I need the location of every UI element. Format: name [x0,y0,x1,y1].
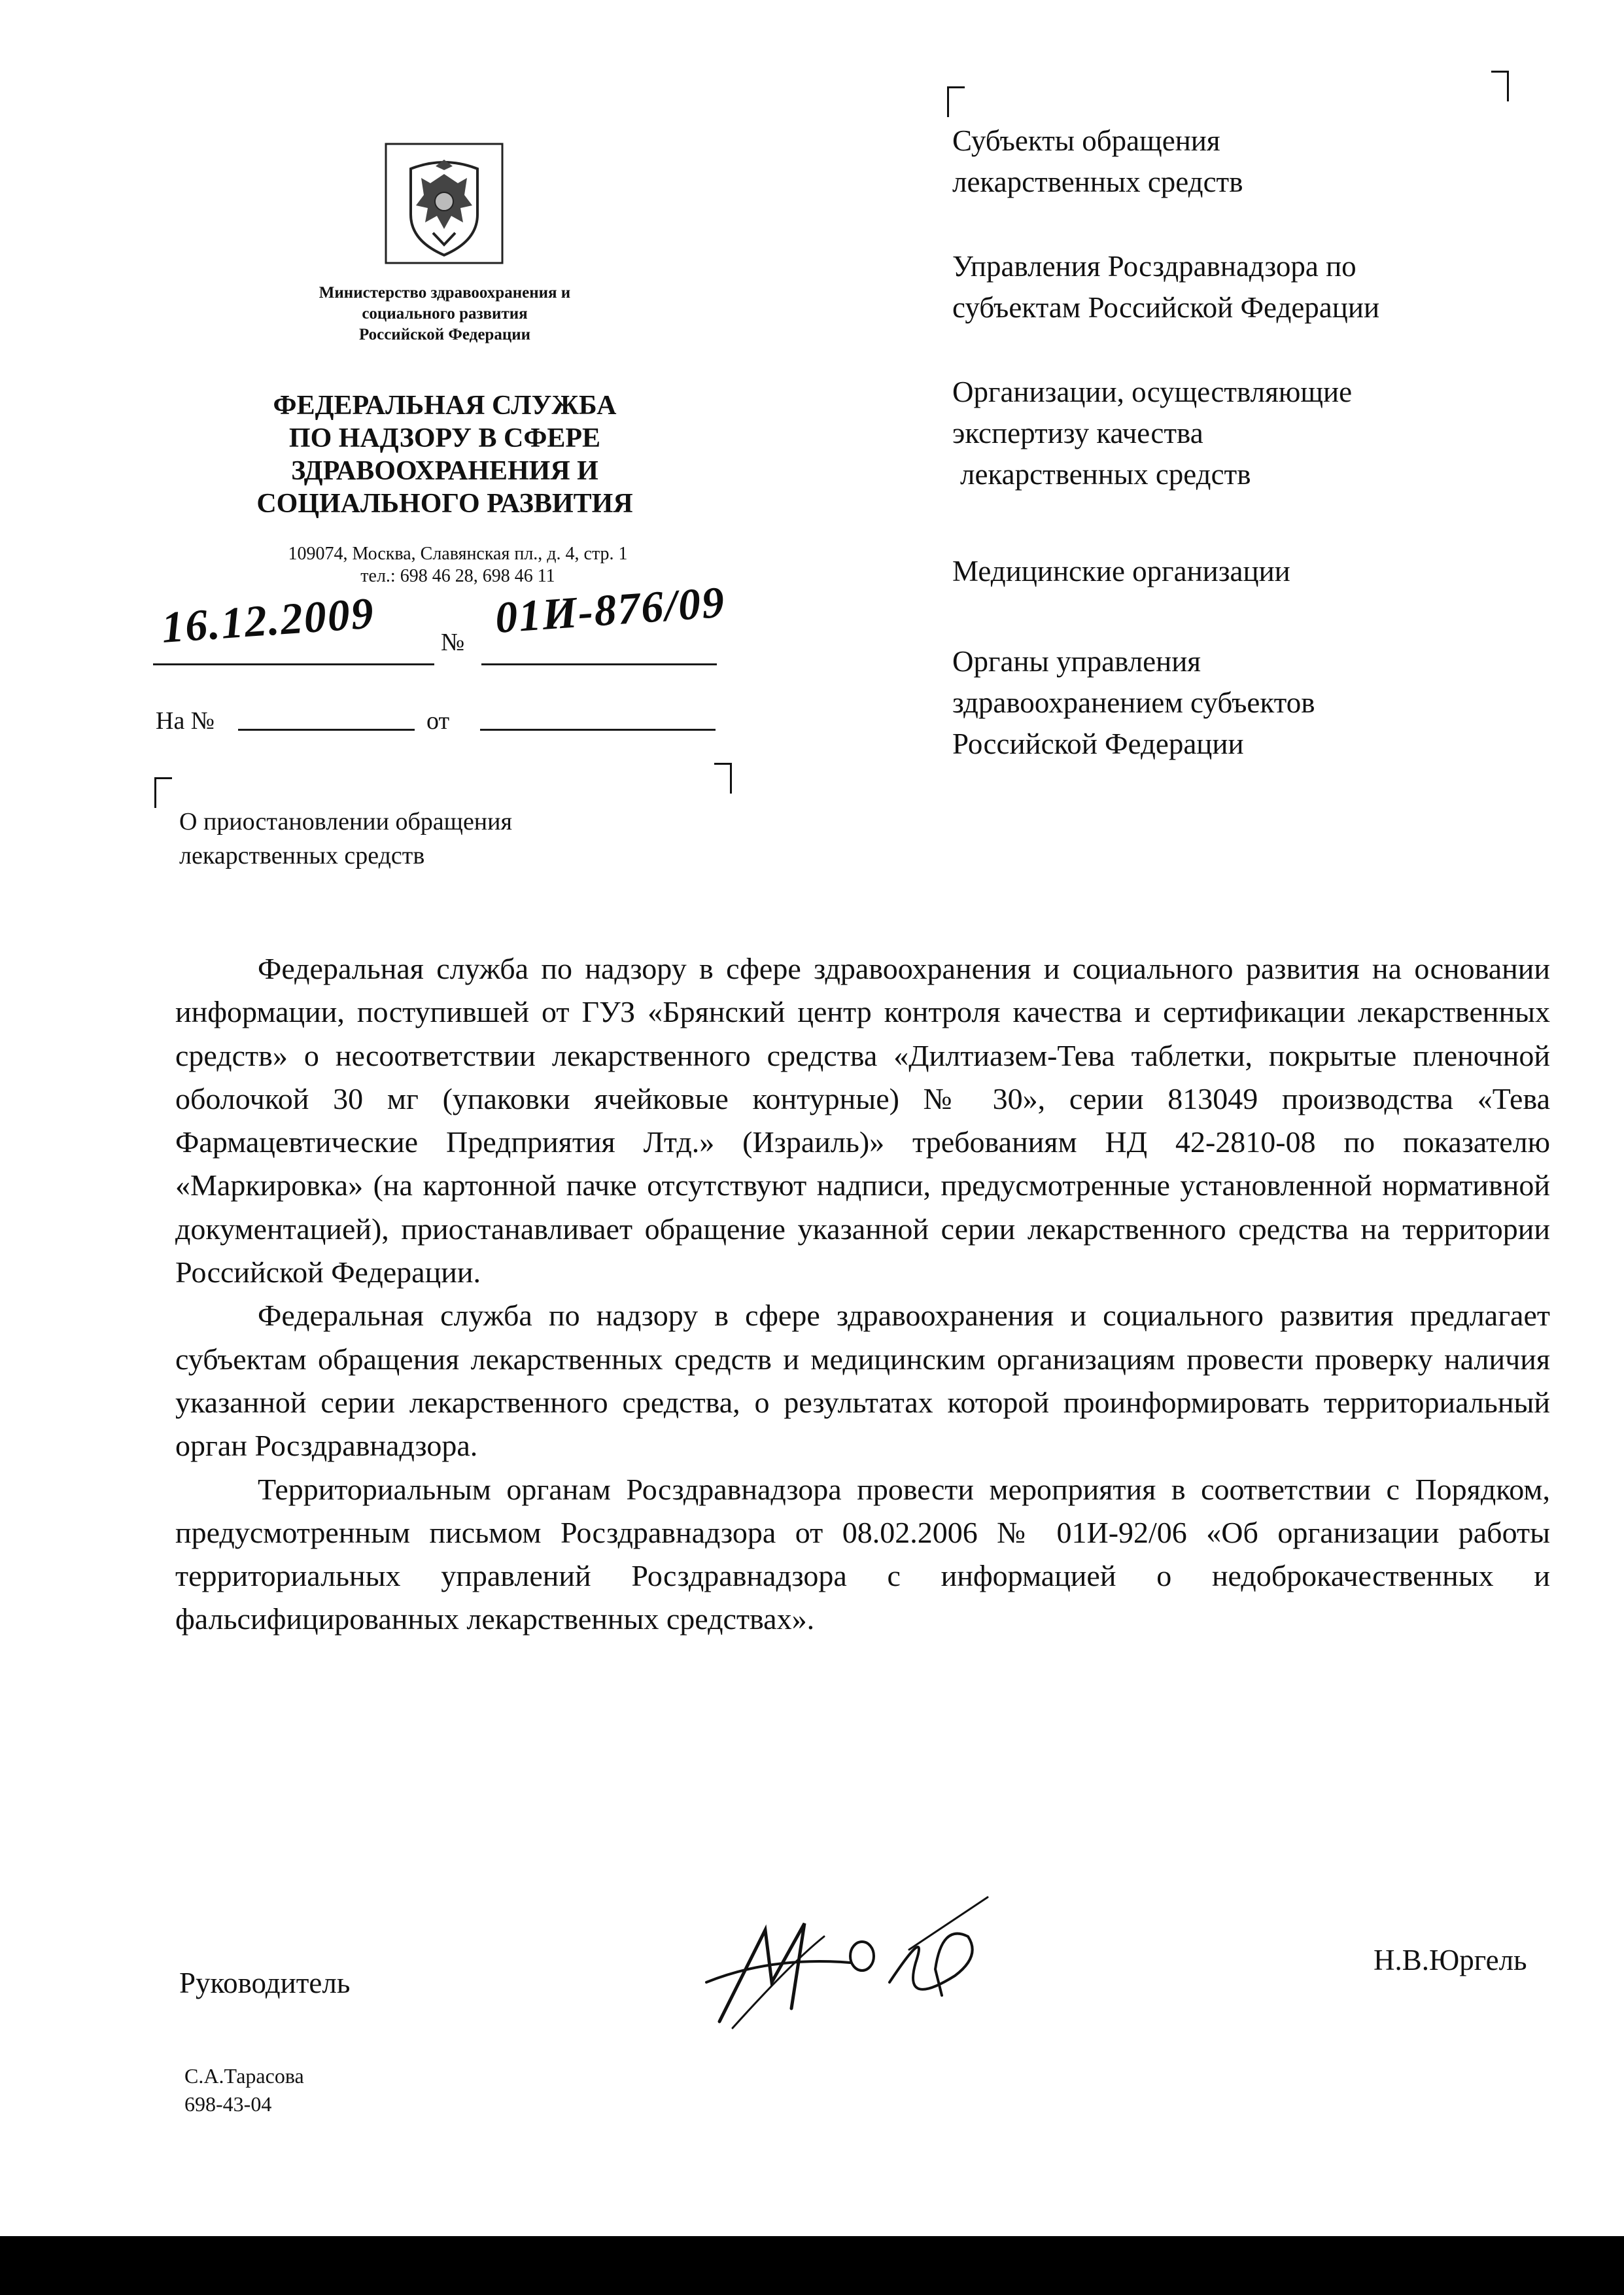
coat-of-arms-emblem [385,143,504,264]
signer-name: Н.В.Юргель [1373,1944,1527,1976]
sender-address: 109074, Москва, Славянская пл., д. 4, стр. 1 тел.: 698 46 28, 698 46 11 [288,544,628,586]
addressee-corner-left [947,86,965,117]
number-label: № [441,629,465,656]
ministry-name: Министерство здравоохранения и социального развития Российской Федерации [319,284,571,343]
reply-from-label: от [426,707,450,735]
reply-date-line [480,729,716,731]
addressee-4: Медицинские организации [952,555,1290,587]
number-underline [481,663,717,665]
service-name: ФЕДЕРАЛЬНАЯ СЛУЖБА ПО НАДЗОРУ В СФЕРЕ ЗДРАВООХРАНЕНИЯ И СОЦИАЛЬНОГО РАЗВИТИЯ [256,391,633,519]
date-underline [153,663,434,665]
body-paragraph-3: Территориальным органам Росздравнадзора провести мероприятия в соответствии с Порядком, предусмотренным письмом Росздравнадзора от 08.02.2006 № 01И-92/06 «Об организации работы территориальных управлений Росздравнадзора с информацией о недоброкачественных и фальсифицированных лекарственных средствах». [175,1472,1550,1636]
executor-name: С.А.Тарасова [184,2064,304,2088]
scan-bottom-edge [0,2236,1624,2295]
letter-subject: О приостановлении обращения лекарственных средств [179,808,512,869]
executor-phone: 698-43-04 [184,2092,272,2116]
handwritten-signature [693,1884,1001,2035]
subject-corner-right [714,763,732,794]
body-paragraph-2: Федеральная служба по надзору в сфере здравоохранения и социального развития предлагает субъектам обращения лекарственных средств и медицинским организациям провести проверку наличия указанной серии лекарственного средства, о результатах которой проинформировать территориальный орган Росздравнадзора. [175,1299,1550,1463]
subject-corner-left [154,777,172,808]
registration-date: 16.12.2009 [160,587,377,653]
executor-info [184,2062,304,2118]
addressee-5: Органы управления здравоохранением субъектов Российской Федерации [952,645,1315,760]
signer-title: Руководитель [179,1967,351,1999]
addressee-corner-right [1491,71,1509,101]
addressee-3: Организации, осуществляющие экспертизу качества лекарственных средств [952,376,1353,491]
addressee-1: Субъекты обращения лекарственных средств [952,124,1243,198]
addressee-2: Управления Росздравнадзора по субъектам Российской Федерации [952,250,1380,324]
letter-body [175,947,1550,1641]
body-paragraph-1: Федеральная служба по надзору в сфере здравоохранения и социального развития на основании информации, поступившей от ГУЗ «Брянский центр контроля качества и сертификации лекарственных средств» о несоответствии лекарственного средства «Дилтиазем-Тева таблетки, покрытые пленочной оболочкой 30 мг (упаковки ячейковые контурные) № 30», серии 813049 производства «Тева Фармацевтические Предприятия Лтд.» (Израиль)» требованиям НД 42-2810-08 по показателю «Маркировка» (на картонной пачке отсутствуют надписи, предусмотренные установленной нормативной документацией), приостанавливает обращение указанной серии лекарственного средства на территории Российской Федерации. [175,952,1550,1289]
registration-number: 01И-876/09 [493,576,727,643]
reply-number-label: На № [156,707,215,735]
reply-number-line [238,729,415,731]
